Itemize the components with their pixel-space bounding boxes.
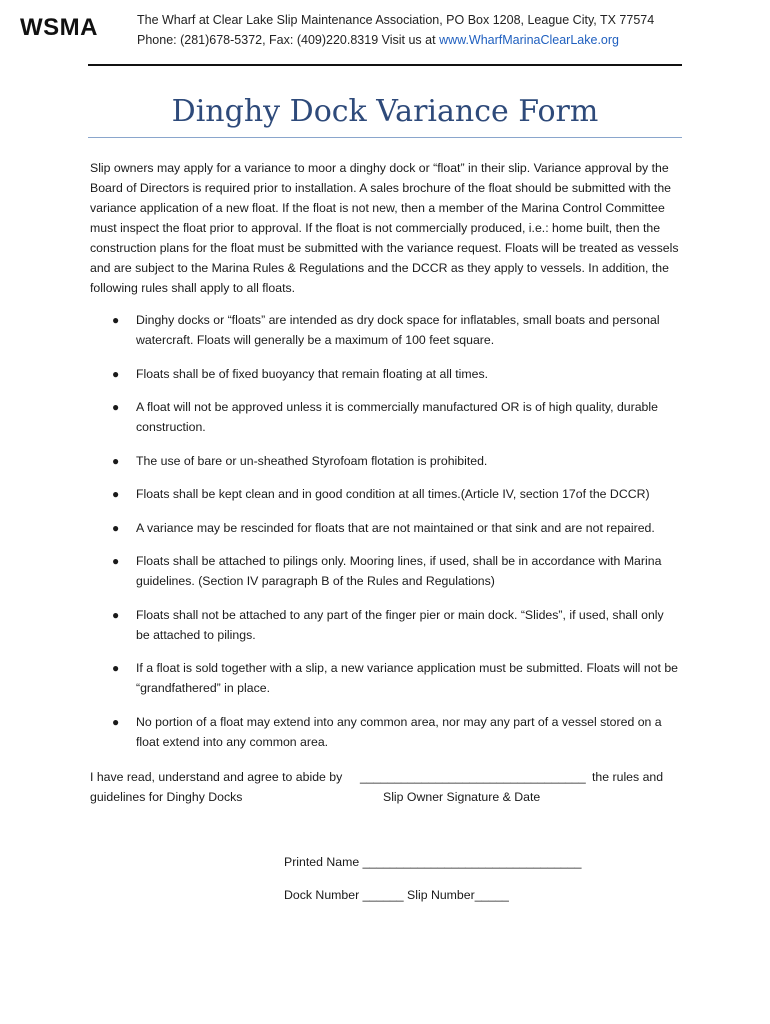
- bullet-icon: ●: [112, 520, 120, 535]
- agreement-text: I have read, understand and agree to abide by: [90, 770, 343, 784]
- bullet-icon: ●: [112, 607, 120, 622]
- list-item: [90, 551, 680, 591]
- list-item: [90, 484, 680, 504]
- agreement-text-2: guidelines for Dinghy Docks: [90, 790, 243, 804]
- rule-text: If a float is sold together with a slip, a new variance application must be submitted. Floats will not be “grandfathered” in place.: [136, 661, 679, 695]
- list-item: [90, 605, 680, 645]
- dock-slip-number-field[interactable]: Dock Number ______ Slip Number_____: [284, 888, 509, 902]
- title-divider: [88, 137, 682, 138]
- rule-text: No portion of a float may extend into any common area, nor may any part of a vessel stored on a float extend into any common area.: [136, 714, 662, 749]
- rule-text: The use of bare or un-sheathed Styrofoam flotation is prohibited.: [136, 453, 488, 468]
- header-divider: [88, 64, 682, 66]
- rule-text: Floats shall not be attached to any part of the finger pier or main dock. “Slides”, if used, shall only be attached to pilings.: [136, 607, 664, 642]
- agreement-text-end: the rules and: [592, 770, 664, 784]
- list-item: [90, 397, 680, 437]
- bullet-icon: ●: [112, 714, 120, 729]
- rule-text: A variance may be rescinded for floats that are not maintained or that sink and are not repaired.: [136, 520, 655, 535]
- contact-line: [137, 30, 654, 50]
- list-item: [90, 658, 680, 698]
- agreement-line-2: [90, 787, 680, 807]
- page-title: Dinghy Dock Variance Form: [171, 94, 599, 129]
- bullet-icon: ●: [112, 453, 120, 468]
- website-link[interactable]: www.WharfMarinaClearLake.org: [439, 33, 619, 47]
- rule-text: Floats shall be of fixed buoyancy that remain floating at all times.: [136, 366, 489, 381]
- rule-text: Floats shall be kept clean and in good condition at all times.(Article IV, section 17of the DCCR): [136, 487, 650, 501]
- bullet-icon: ●: [112, 400, 120, 414]
- list-item: [90, 310, 680, 350]
- intro-paragraph: Slip owners may apply for a variance to moor a dinghy dock or “float” in their slip. Variance approval by the Board of Directors is required prior to installation. A sales brochure of the float should be submitted with the variance application of a new float. If the float is not new, then a member of the Marina Control Committee must inspect the float prior to approval. If the float is not commercially produced, i.e.: home built, then the construction plans for the float must be submitted with the variance request. Floats will be treated as vessels and are subject to the Marina Rules & Regulations and the DCCR as they apply to vessels. In addition, the following rules shall apply to all floats.: [90, 161, 679, 295]
- bullet-icon: ●: [112, 661, 120, 675]
- list-item: [90, 712, 680, 752]
- list-item: [90, 364, 680, 384]
- agreement-section: [90, 767, 680, 807]
- bullet-icon: ●: [112, 313, 120, 327]
- bullet-icon: ●: [112, 554, 120, 568]
- phone-fax-text: Phone: (281)678-5372, Fax: (409)220.8319 Visit us at: [137, 33, 440, 47]
- rule-text: Dinghy docks or “floats” are intended as dry dock space for inflatables, small boats and personal watercraft. Floats will generally be a maximum of 100 feet square.: [136, 313, 660, 347]
- rule-text: A float will not be approved unless it is commercially manufactured OR is of high quality, durable construction.: [136, 400, 658, 434]
- signature-label: Slip Owner Signature & Date: [383, 790, 541, 804]
- address-line: The Wharf at Clear Lake Slip Maintenance Association, PO Box 1208, League City, TX 77574: [137, 13, 655, 27]
- logo: WSMA: [20, 14, 98, 41]
- rule-text: Floats shall be attached to pilings only. Mooring lines, if used, shall be in accordance with Marina guidelines. (Section IV paragraph B of the Rules and Regulations): [136, 554, 662, 588]
- rules-list: [90, 310, 680, 765]
- printed-name-field[interactable]: Printed Name ________________________________: [284, 855, 582, 869]
- agreement-line-1: [90, 767, 680, 787]
- bullet-icon: ●: [112, 366, 120, 381]
- list-item: [90, 518, 680, 538]
- bullet-icon: ●: [112, 487, 120, 501]
- signature-field[interactable]: _________________________________: [360, 770, 586, 784]
- list-item: [90, 451, 680, 471]
- header-contact: [137, 10, 654, 50]
